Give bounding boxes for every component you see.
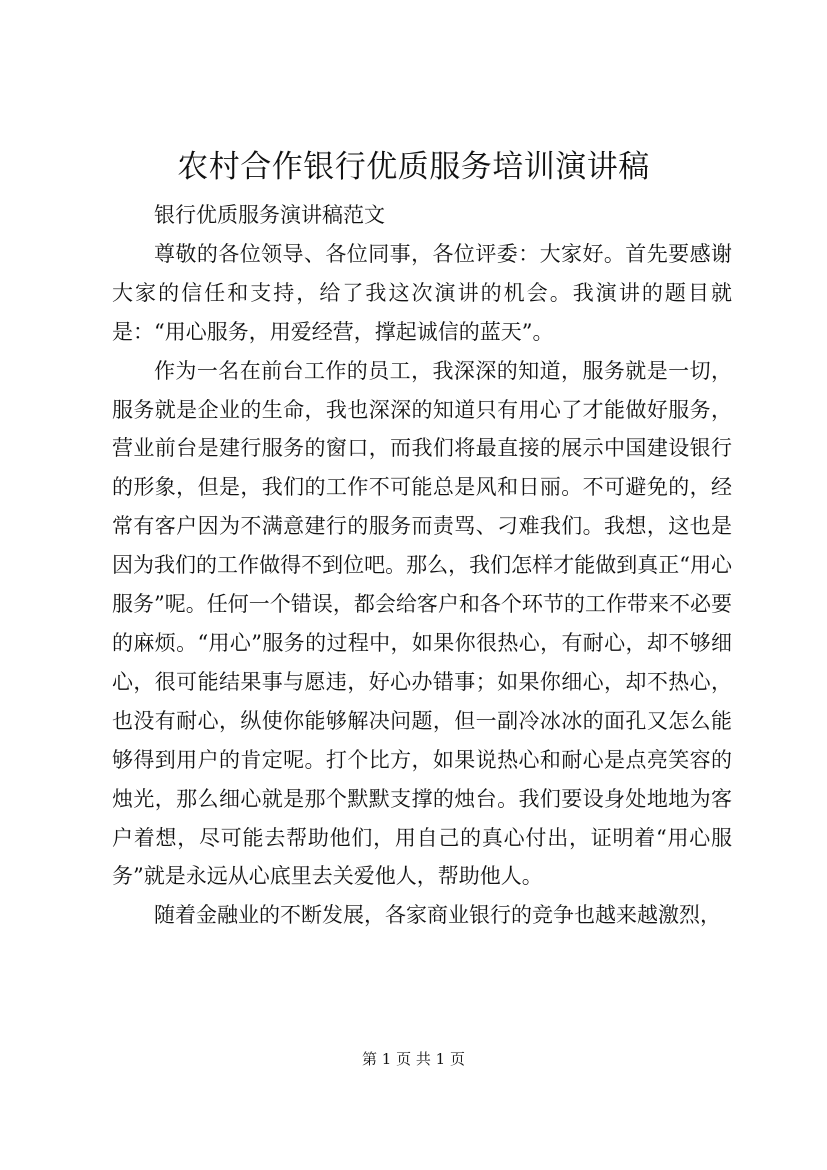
document-body xyxy=(112,196,732,935)
paragraph-greeting: 尊敬的各位领导、各位同事，各位评委：大家好。首先要感谢大家的信任和支持，给了我这次演讲的机会。我演讲的题目就是：“用心服务，用爱经营，撑起诚信的蓝天”。 xyxy=(112,241,732,344)
paragraph-subtitle: 银行优质服务演讲稿范文 xyxy=(154,203,385,227)
paragraph-service: 作为一名在前台工作的员工，我深深的知道，服务就是一切，服务就是企业的生命，我也深深的知道只有用心了才能做好服务，营业前台是建行服务的窗口，而我们将最直接的展示中国建设银行的形象，但是，我们的工作不可能总是风和日丽。不可避免的，经常有客户因为不满意建行的服务而责骂、刁难我们。我想，这也是因为我们的工作做得不到位吧。那么，我们怎样才能做到真正“用心服务”呢。任何一个错误，都会给客户和各个环节的工作带来不必要的麻烦。“用心”服务的过程中，如果你很热心，有耐心，却不够细心，很可能结果事与愿违，好心办错事；如果你细心，却不热心，也没有耐心，纵使你能够解决问题，但一副冷冰冰的面孔又怎么能够得到用户的肯定呢。打个比方，如果说热心和耐心是点亮笑容的烛光，那么细心就是那个默默支撑的烛台。我们要设身处地地为客户着想，尽可能去帮助他们，用自己的真心付出，证明着“用心服务”就是永远从心底里去关爱他人，帮助他人。 xyxy=(112,358,732,889)
paragraph-competition: 随着金融业的不断发展，各家商业银行的竞争也越来越激烈， xyxy=(154,903,721,928)
page-footer: 第 1 页 共 1 页 xyxy=(362,1050,465,1068)
document-title: 农村合作银行优质服务培训演讲稿 xyxy=(177,149,650,185)
